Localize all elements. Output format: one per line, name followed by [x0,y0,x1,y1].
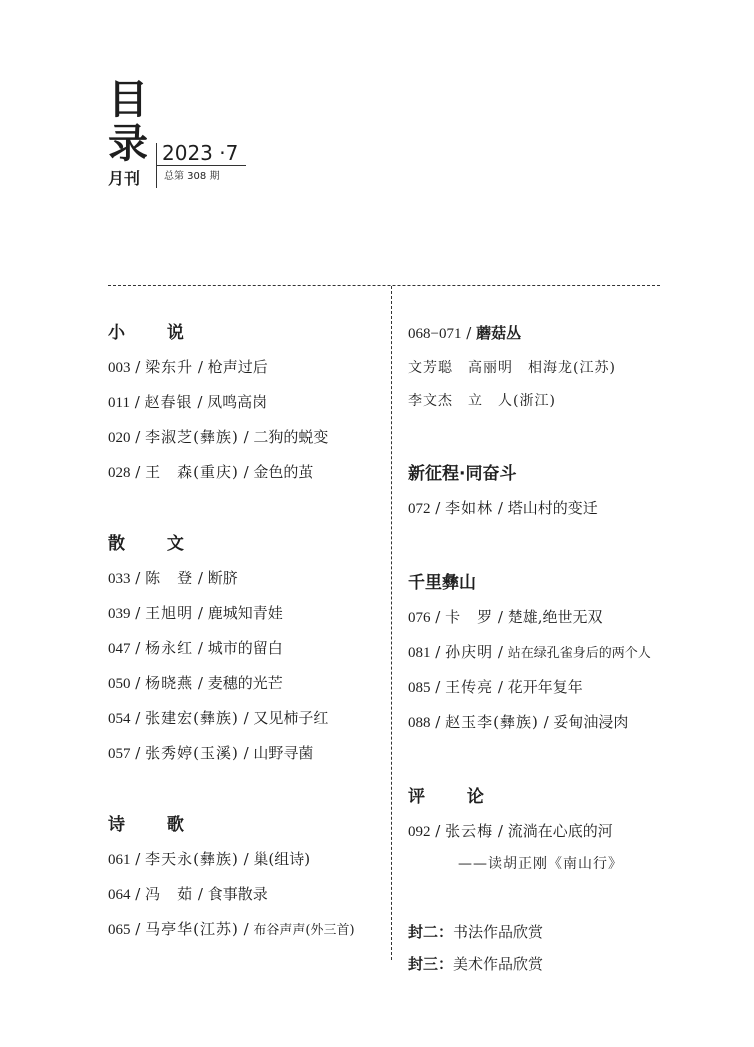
entry-title: 城市的留白 [207,639,283,657]
section-yi-mountains [408,568,708,742]
masthead-char-lu: 录 [108,121,148,167]
entry-author: 杨晓燕 [145,674,194,692]
entry-page: 064 [108,887,131,903]
dotted-divider-horizontal [108,285,660,286]
spacer [408,883,708,917]
toc-entry[interactable]: 028 / 王 森(重庆) / 金色的茧 [108,463,314,481]
toc-entry[interactable]: 081 / 孙庆明 / 站在绿孔雀身后的两个人 [408,643,651,661]
entry-page: 039 [108,606,131,622]
entry-page: 076 [408,610,431,626]
section-prose [108,529,384,773]
entry-title: 塔山村的变迁 [507,499,598,517]
cover-item [408,917,708,949]
entry-title: 妥甸油浸肉 [553,713,629,731]
toc-entry-mogu[interactable]: 068−071 / 蘑菇丛 [408,324,522,342]
toc-entry[interactable]: 065 / 马亭华(江苏) / 布谷声声(外三首) [108,920,355,938]
entry-page: 065 [108,922,131,938]
toc-entry[interactable]: 020 / 李淑芝(彝族) / 二狗的蜕变 [108,428,329,446]
entry-title: 断脐 [207,569,238,587]
entry-page: 033 [108,571,131,587]
toc-entry[interactable]: 039 / 王旭明 / 鹿城知青娃 [108,604,283,622]
entry-author: 张云梅 [445,822,494,840]
section-covers [408,917,708,981]
cover-label: 封三： [408,955,454,973]
entry-title: 又见柿子红 [253,709,329,727]
entry-title: 蘑菇丛 [476,324,522,342]
masthead-divider-horizontal [156,165,246,166]
entry-author: 李淑芝(彝族) [145,428,239,446]
spacer [408,742,708,782]
cover-text: 书法作品欣赏 [453,923,544,941]
entry-page: 011 [108,395,130,411]
entry-page: 020 [108,430,131,446]
entry-page-range: 068−071 [408,326,462,342]
entry-author: 王传亮 [445,678,494,696]
spacer [408,528,708,568]
toc-entry[interactable]: 088 / 赵玉李(彝族) / 妥甸油浸肉 [408,713,629,731]
toc-entry[interactable]: 061 / 李天永(彝族) / 巢(组诗) [108,850,311,868]
entry-author: 冯 茹 [145,885,194,903]
toc-entry[interactable]: 003 / 梁东升 / 枪声过后 [108,358,268,376]
contributor-names: 文芳聪 高丽明 相海龙(江苏) [408,360,616,376]
entry-author: 陈 登 [145,569,194,587]
toc-entry[interactable]: 072 / 李如林 / 塔山村的变迁 [408,499,598,517]
section-title: 评 论 [408,787,502,807]
entry-page: 003 [108,360,131,376]
toc-left-column [108,318,384,949]
entry-author: 张建宏(彝族) [145,709,239,727]
entry-title: 麦穗的光芒 [207,674,283,692]
section-title: 新征程·同奋斗 [408,464,517,484]
entry-title: 金色的茧 [253,463,314,481]
toc-entry[interactable]: 064 / 冯 茹 / 食事散录 [108,885,268,903]
entry-author: 卡 罗 [445,608,494,626]
entry-title: 二狗的蜕变 [253,428,329,446]
entry-page: 061 [108,852,131,868]
section-fiction [108,318,384,492]
contributor-names: 李文杰 立 人(浙江) [408,393,556,409]
entry-author: 孙庆明 [445,643,494,661]
entry-page: 072 [408,501,431,517]
entry-author: 杨永红 [145,639,194,657]
entry-subtitle: ——读胡正刚《南山行》 [458,856,623,872]
section-title: 小 说 [108,323,202,343]
spacer [108,773,384,810]
section-title: 诗 歌 [108,815,202,835]
entry-page: 085 [408,680,431,696]
entry-title: 食事散录 [207,885,268,903]
masthead-total-issue: 总第 308 期 [164,171,220,182]
masthead-monthly: 月刊 [108,169,141,188]
entry-page: 088 [408,715,431,731]
entry-title: 鹿城知青娃 [207,604,283,622]
entry-page: 028 [108,465,131,481]
toc-entry[interactable]: 092 / 张云梅 / 流淌在心底的河 [408,822,613,840]
section-poetry [108,810,384,949]
entry-author: 李如林 [445,499,494,517]
cover-text: 美术作品欣赏 [453,955,544,973]
spacer [408,419,708,459]
entry-author: 赵春银 [144,393,193,411]
entry-title: 枪声过后 [207,358,268,376]
entry-title: 山野寻菌 [253,744,314,762]
entry-title: 布谷声声(外三首) [253,923,355,938]
entry-title: 巢(组诗) [253,850,311,868]
section-new-journey [408,459,708,528]
masthead-char-mu: 目 [108,77,148,123]
toc-entry[interactable]: 033 / 陈 登 / 断脐 [108,569,238,587]
entry-page: 054 [108,711,131,727]
entry-page: 057 [108,746,131,762]
entry-page: 081 [408,645,431,661]
toc-entry[interactable]: 054 / 张建宏(彝族) / 又见柿子红 [108,709,329,727]
section-mogu [408,318,708,419]
section-title: 散 文 [108,534,202,554]
entry-title: 花开年复年 [507,678,583,696]
entry-title: 流淌在心底的河 [507,822,613,840]
entry-author: 李天永(彝族) [145,850,239,868]
toc-entry[interactable]: 011 / 赵春银 / 凤鸣高岗 [108,393,268,411]
spacer [108,492,384,529]
entry-author: 梁东升 [145,358,194,376]
entry-author: 张秀婷(玉溪) [145,744,239,762]
entry-author: 赵玉李(彝族) [445,713,539,731]
entry-author: 王旭明 [145,604,194,622]
entry-author: 王 森(重庆) [145,463,239,481]
toc-entry[interactable]: 076 / 卡 罗 / 楚雄,绝世无双 [408,608,603,626]
cover-label: 封二： [408,923,454,941]
toc-entry[interactable]: 047 / 杨永红 / 城市的留白 [108,639,283,657]
section-title: 千里彝山 [408,573,476,593]
masthead-issue: 2023 ·7 [162,141,239,165]
masthead [0,0,754,200]
entry-author: 马亭华(江苏) [145,920,239,938]
entry-title: 楚雄,绝世无双 [507,608,603,626]
cover-item [408,949,708,981]
toc-entry[interactable]: 050 / 杨晓燕 / 麦穗的光芒 [108,674,283,692]
entry-page: 050 [108,676,131,692]
section-review [408,782,708,883]
dotted-divider-vertical [391,286,392,960]
entry-title: 站在绿孔雀身后的两个人 [507,646,651,661]
toc-entry[interactable]: 057 / 张秀婷(玉溪) / 山野寻菌 [108,744,314,762]
entry-title: 凤鸣高岗 [207,393,268,411]
entry-page: 047 [108,641,131,657]
entry-page: 092 [408,824,431,840]
toc-right-column [408,318,708,981]
toc-entry[interactable]: 085 / 王传亮 / 花开年复年 [408,678,583,696]
